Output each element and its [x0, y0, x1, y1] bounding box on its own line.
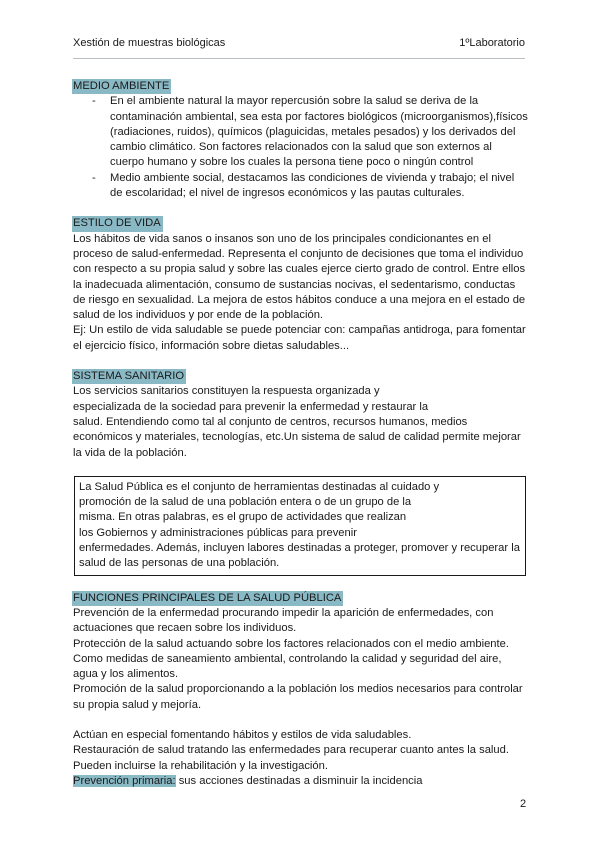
header-title: Xestión de muestras biológicas [73, 37, 226, 49]
section-funciones [73, 591, 528, 790]
box-line: La Salud Pública es el conjunto de herramientas destinadas al cuidado y [79, 480, 440, 493]
box-line: los Gobiernos y administraciones públicas para prevenir [79, 526, 357, 539]
paragraph-line: Los servicios sanitarios constituyen la respuesta organizada y [73, 385, 380, 398]
paragraph-line: especializada de la sociedad para prevenir la enfermedad y restaurar la [73, 400, 429, 413]
paragraph: Promoción de la salud proporcionando a la población los medios necesarios para controlar su propia salud y mejoría. [73, 683, 523, 711]
box-line: promoción de la salud de una población entera o de un grupo de la [79, 496, 412, 509]
paragraph: Los hábitos de vida sanos o insanos son uno de los principales condicionantes en el proceso de salud-enfermedad. Representa el conjunto de decisiones que toma el individuo con respecto a su propia salud y sobre las cuales ejerce cierto grado de control. Entre ellos la inadecuada alimentación, consumo de sustancias nocivas, el sedentarismo, conductas de riesgo en sexualidad. La mejora de estos hábitos conduce a una mejora en el estado de salud de los individuos y por ende de la población. [73, 232, 526, 322]
highlighted-term: Prevención primaria: [73, 774, 176, 787]
paragraph: Restauración de salud tratando las enfermedades para recuperar cuanto antes la salud. Pueden incluirse la rehabilitación y la investigación. [73, 744, 509, 772]
salud-publica-definition-box [74, 476, 526, 576]
paragraph [73, 774, 528, 789]
paragraph: salud. Entendiendo como tal al conjunto de centros, recursos humanos, medios económicos y materiales, tecnologías, etc.Un sistema de salud de calidad permite mejorar la vida de la población. [73, 415, 521, 459]
section-heading-sistema-sanitario: SISTEMA SANITARIO [72, 369, 186, 384]
paragraph: Protección de la salud actuando sobre los factores relacionados con el medio ambiente. Como medidas de saneamiento ambiental, controlando la calidad y seguridad del aire, agua y los alimentos. [73, 637, 509, 681]
section-estilo-de-vida [73, 216, 528, 354]
paragraph: Actúan en especial fomentando hábitos y estilos de vida saludables. [73, 728, 412, 741]
paragraph: Prevención de la enfermedad procurando impedir la aparición de enfermedades, con actuaciones que recaen sobre los individuos. [73, 606, 494, 635]
paragraph: Ej: Un estilo de vida saludable se puede potenciar con: campañas antidroga, para fomentar el ejercicio físico, información sobre dietas saludables... [73, 324, 526, 352]
header-divider [73, 58, 525, 59]
section-sistema-sanitario [73, 369, 528, 461]
bullet-list [73, 94, 528, 201]
section-heading-funciones: FUNCIONES PRINCIPALES DE LA SALUD PÚBLICA [72, 591, 343, 606]
list-item: - Medio ambiente social, destacamos las condiciones de vivienda y trabajo; el nivel de escolaridad; el nivel de ingresos económicos y las pautas culturales. [110, 171, 528, 202]
document-body [73, 79, 528, 789]
page-header [73, 36, 525, 51]
section-heading-estilo-de-vida: ESTILO DE VIDA [72, 216, 163, 231]
box-line: misma. En otras palabras, es el grupo de actividades que realizan [79, 511, 407, 524]
page-number: 2 [520, 798, 527, 810]
list-item: - En el ambiente natural la mayor repercusión sobre la salud se deriva de la contaminación ambiental, sea esta por factores biológicos (microorganismos),físicos (radiaciones, ruidos), químicos (plaguicidas, metales pesados) y los derivados del cambio climático. Son factores relacionados con la salud que son externos al cuerpo humano y sobre los cuales la persona tiene poco o ningún control [110, 94, 528, 170]
section-heading-medio-ambiente: MEDIO AMBIENTE [72, 79, 171, 94]
header-course: 1ºLaboratorio [459, 37, 525, 49]
paragraph-text: sus acciones destinadas a disminuir la incidencia [175, 774, 423, 787]
box-paragraph: enfermedades. Además, incluyen labores destinadas a proteger, promover y recuperar la salud de las personas de una población. [79, 542, 520, 570]
section-medio-ambiente [73, 79, 528, 201]
